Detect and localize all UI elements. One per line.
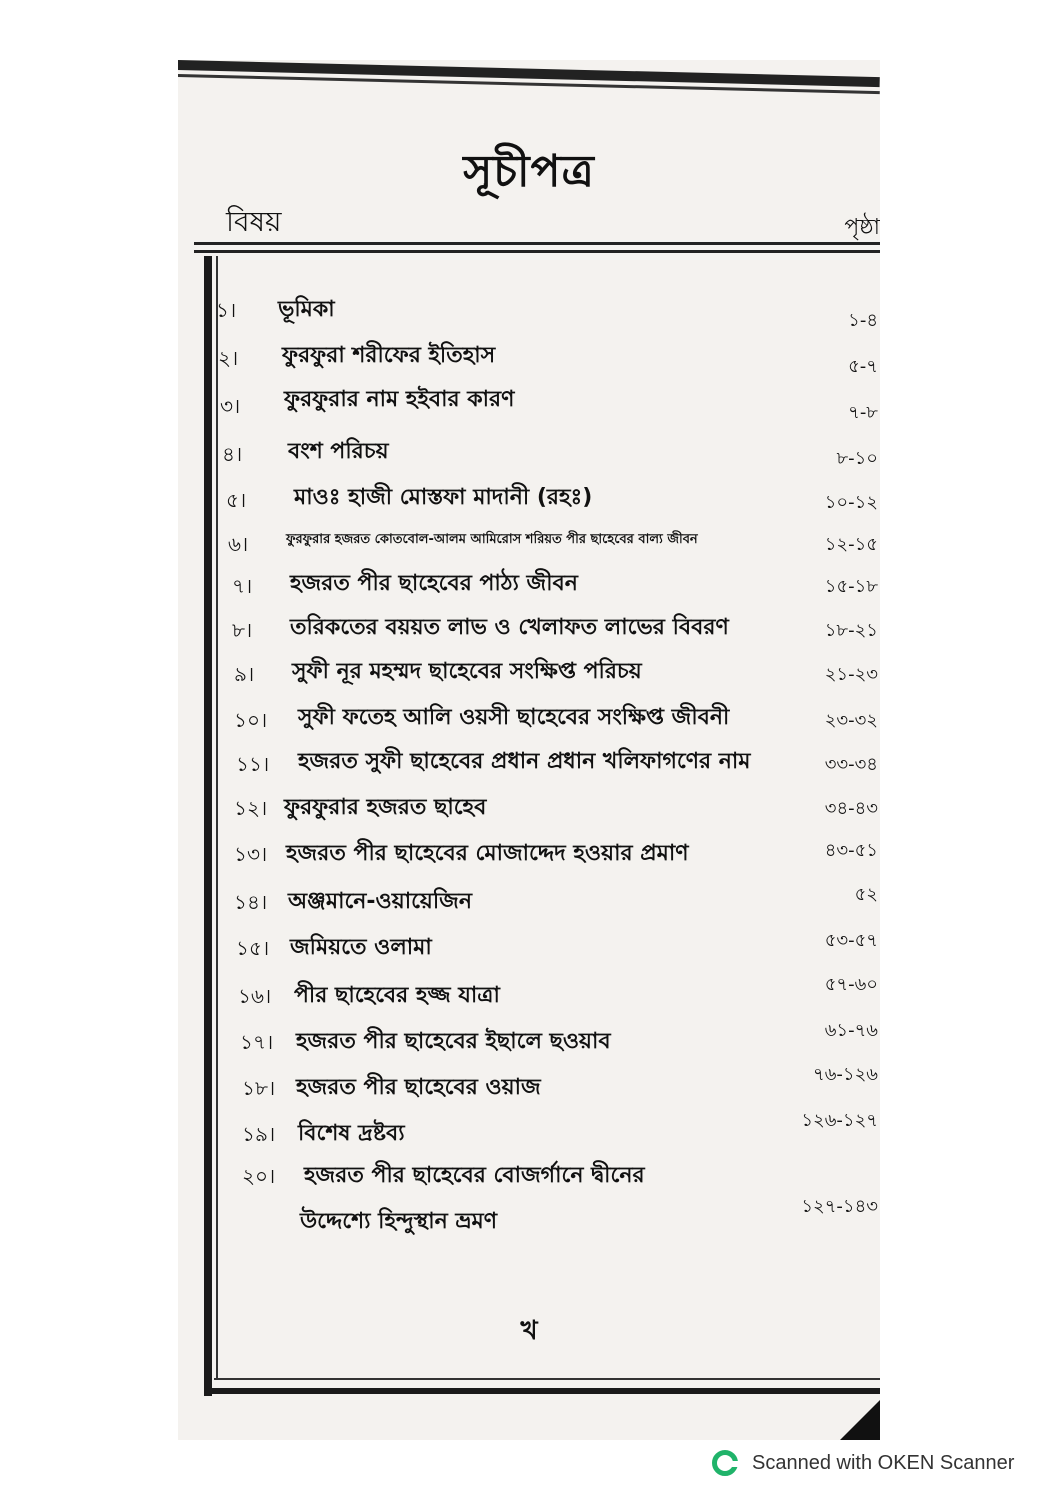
entry-title: তরিকতের বয়য়ত লাভ ও খেলাফত লাভের বিবরণ <box>290 615 729 640</box>
toc-entry <box>178 700 880 740</box>
toc-entry <box>178 1064 880 1108</box>
page-letter: খ <box>520 1316 538 1346</box>
entry-number: ১২। <box>234 796 268 820</box>
entry-pages: ১৮-২১ <box>824 620 878 641</box>
entry-title: হজরত পীর ছাহেবের বোজর্গানে দ্বীনের <box>304 1163 645 1188</box>
book-page <box>178 60 880 1440</box>
entry-number: ৫। <box>226 488 247 512</box>
entry-title: জমিয়তে ওলামা <box>290 935 432 960</box>
toc-entry <box>178 566 880 606</box>
toc-entry <box>178 434 880 474</box>
entry-pages: ১২৬-১২৭ <box>801 1110 878 1131</box>
entry-title: ফুরফুরার নাম হইবার কারণ <box>284 387 515 412</box>
entry-number: ২০। <box>242 1164 276 1188</box>
scanner-watermark-text: Scanned with OKEN Scanner <box>752 1451 1015 1474</box>
column-header-page: পৃষ্ঠা <box>844 215 880 240</box>
entry-pages: ১৫-১৮ <box>824 576 878 597</box>
entry-number: ১০। <box>234 708 268 732</box>
toc-entry <box>178 744 880 784</box>
toc-entry <box>178 654 880 694</box>
entry-title: হজরত পীর ছাহেবের মোজাদ্দেদ হওয়ার প্রমাণ <box>286 841 689 866</box>
oken-scanner-logo-icon <box>712 1450 738 1476</box>
toc-entry <box>178 480 880 520</box>
entry-pages: ৪৩-৫১ <box>824 840 878 861</box>
toc-entry <box>178 610 880 650</box>
entry-pages: ১০-১২ <box>824 492 878 513</box>
entry-number: ১৮। <box>242 1076 276 1100</box>
entry-pages: ৭-৮ <box>848 402 878 423</box>
entry-number: ১৪। <box>234 890 268 914</box>
toc-entry <box>178 834 880 874</box>
entry-number: ৭। <box>232 574 253 598</box>
entry-pages: ১২৭-১৪৩ <box>801 1196 878 1217</box>
header-rule <box>194 242 880 245</box>
entry-pages: ১২-১৫ <box>824 534 878 555</box>
entry-title: বংশ পরিচয় <box>288 439 389 464</box>
entry-pages: ৭৬-১২৬ <box>813 1064 878 1085</box>
page-title: সূচীপত্র <box>463 146 595 197</box>
entry-title: সুফী নূর মহম্মদ ছাহেবের সংক্ষিপ্ত পরিচয় <box>292 659 642 684</box>
entry-number: ১৫। <box>236 936 270 960</box>
toc-entry <box>178 1156 880 1236</box>
entry-title: ফুরফুরার হজরত কোতবোল-আলম আমিরোস শরিয়ত পীর ছাহেবের বাল্য জীবন <box>286 532 698 547</box>
entry-title: অঞ্জমানে-ওয়ায়েজিন <box>288 889 472 914</box>
entry-pages: ৫৭-৬০ <box>824 974 878 995</box>
entry-pages: ৬১-৭৬ <box>824 1020 878 1041</box>
entry-pages: ৮-১০ <box>836 448 878 469</box>
entry-pages: ৫-৭ <box>848 356 878 377</box>
entry-title: বিশেষ দ্রষ্টব্য <box>298 1121 405 1146</box>
entry-number: ৯। <box>234 662 255 686</box>
entry-title: ফুরফুরার হজরত ছাহেব <box>284 795 487 820</box>
column-header-subject: বিষয় <box>226 205 282 238</box>
page-corner-shadow <box>840 1400 880 1440</box>
box-bottom-border-inner <box>214 1378 880 1380</box>
entry-title: মাওঃ হাজী মোস্তফা মাদানী (রহঃ) <box>294 485 593 510</box>
entry-title-continued: উদ্দেশ্যে হিন্দুস্থান ভ্রমণ <box>300 1209 498 1234</box>
entry-number: ১৭। <box>240 1030 274 1054</box>
header-rule-double <box>194 250 880 253</box>
toc-entry <box>178 882 880 922</box>
entry-title: হজরত সুফী ছাহেবের প্রধান প্রধান খলিফাগণের নাম <box>298 749 751 774</box>
toc-entry <box>178 788 880 828</box>
toc-entry <box>178 338 880 378</box>
entry-pages: ২৩-৩২ <box>824 710 878 731</box>
entry-title: ফুরফুরা শরীফের ইতিহাস <box>282 343 496 368</box>
entry-title: পীর ছাহেবের হজ্জ যাত্রা <box>294 983 500 1008</box>
entry-number: ১৯। <box>242 1122 276 1146</box>
entry-pages: ৫৩-৫৭ <box>824 930 878 951</box>
entry-title: হজরত পীর ছাহেবের ওয়াজ <box>296 1075 541 1100</box>
toc-entry <box>178 386 880 426</box>
scanner-watermark <box>712 1448 1014 1478</box>
entry-number: ২। <box>218 346 239 370</box>
entry-title: সুফী ফতেহ আলি ওয়সী ছাহেবের সংক্ষিপ্ত জীবনী <box>298 705 730 730</box>
box-bottom-border <box>204 1388 880 1394</box>
entry-number: ৩। <box>220 394 241 418</box>
toc-entry <box>178 928 880 968</box>
entry-title: হজরত পীর ছাহেবের ইছালে ছওয়াব <box>296 1029 611 1054</box>
entry-number: ১। <box>216 298 237 322</box>
entry-number: ৮। <box>232 618 253 642</box>
entry-pages: ৩৩-৩৪ <box>824 754 878 775</box>
entry-title: ভূমিকা <box>278 297 335 322</box>
entry-number: ৬। <box>228 532 249 556</box>
toc-entry <box>178 290 880 330</box>
entry-pages: ৩৪-৪৩ <box>824 798 878 819</box>
entry-pages: ২১-২৩ <box>824 664 878 685</box>
entry-number: ১৩। <box>234 842 268 866</box>
entry-number: ৪। <box>222 442 243 466</box>
toc-entry <box>178 1110 880 1154</box>
toc-entry <box>178 1022 880 1062</box>
entry-pages: ১-৪ <box>848 310 878 331</box>
toc-entry <box>178 976 880 1016</box>
entry-title: হজরত পীর ছাহেবের পাঠ্য জীবন <box>290 571 578 596</box>
toc-entry <box>178 524 880 564</box>
entry-pages: ৫২ <box>854 884 878 905</box>
entry-number: ১১। <box>236 752 270 776</box>
entry-number: ১৬। <box>238 984 272 1008</box>
